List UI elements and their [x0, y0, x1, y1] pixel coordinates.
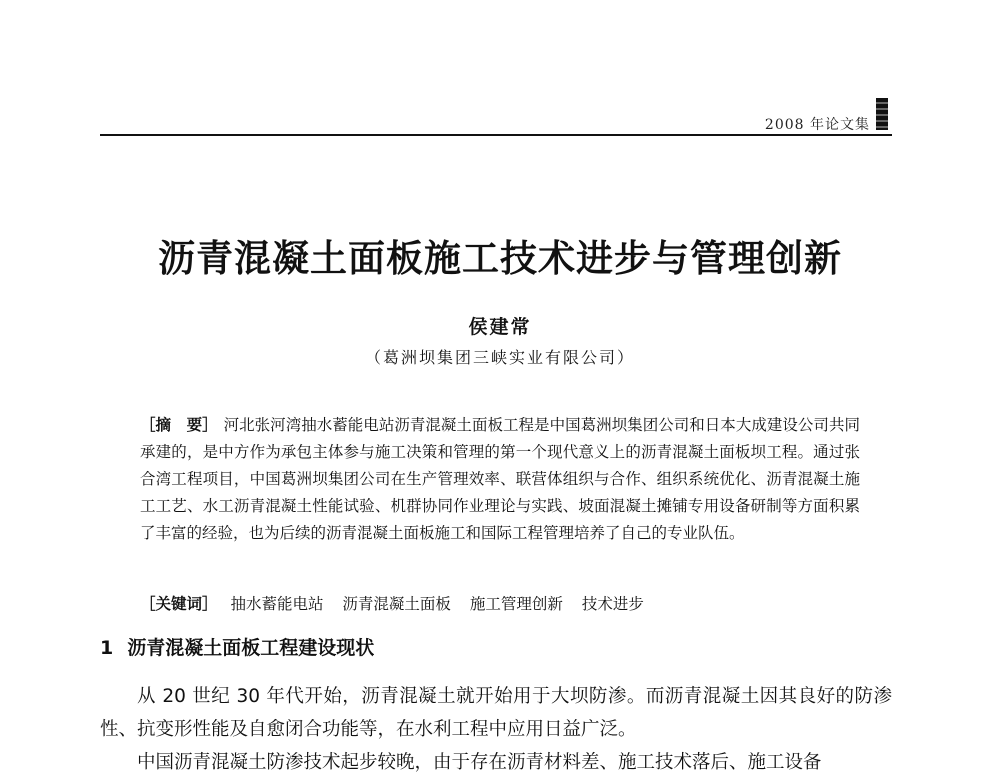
header-rule [100, 134, 892, 136]
keywords [140, 591, 860, 618]
paper-author: 侯建常 [468, 316, 532, 338]
paper-affiliation: （葛洲坝集团三峡实业有限公司） [364, 348, 635, 367]
abstract-text: 河北张河湾抽水蓄能电站沥青混凝土面板工程是中国葛洲坝集团公司和日本大成建设公司共同承建的，是中方作为承包主体参与施工决策和管理的第一个现代意义上的沥青混凝土面板坝工程。通过张合湾工程项目，中国葛洲坝集团公司在生产管理效率、联营体组织与合作、组织系统优化、沥青混凝土施工工艺、水工沥青混凝土性能试验、机群协同作业理论与实践、坡面混凝土摊铺专用设备研制等方面积累了丰富的经验，也为后续的沥青混凝土面板施工和国际工程管理培养了自己的专业队伍。 [140, 416, 860, 542]
section-heading [100, 633, 374, 660]
keywords-label: ［关键词］ [140, 595, 218, 613]
body-paragraph: 从 20 世纪 30 年代开始，沥青混凝土就开始用于大坝防渗。而沥青混凝土因其良好的防渗性、抗变形性能及自愈闭合功能等，在水利工程中应用日益广泛。 [100, 686, 892, 740]
keyword: 沥青混凝土面板 [342, 595, 451, 613]
keyword: 技术进步 [581, 595, 644, 613]
paper-title: 沥青混凝土面板施工技术进步与管理创新 [158, 236, 842, 280]
keyword: 施工管理创新 [469, 595, 563, 613]
body-paragraph: 中国沥青混凝土防渗技术起步较晚，由于存在沥青材料差、施工技术落后、施工设备 [137, 752, 822, 773]
header-decor-mark [876, 98, 888, 130]
keyword: 抽水蓄能电站 [230, 595, 324, 613]
section-title: 沥青混凝土面板工程建设现状 [127, 637, 375, 659]
abstract-label: ［摘 要］ [140, 416, 218, 434]
running-title: 2008 年论文集 [764, 117, 870, 133]
section-number: 1 [100, 637, 114, 659]
abstract [140, 412, 860, 547]
